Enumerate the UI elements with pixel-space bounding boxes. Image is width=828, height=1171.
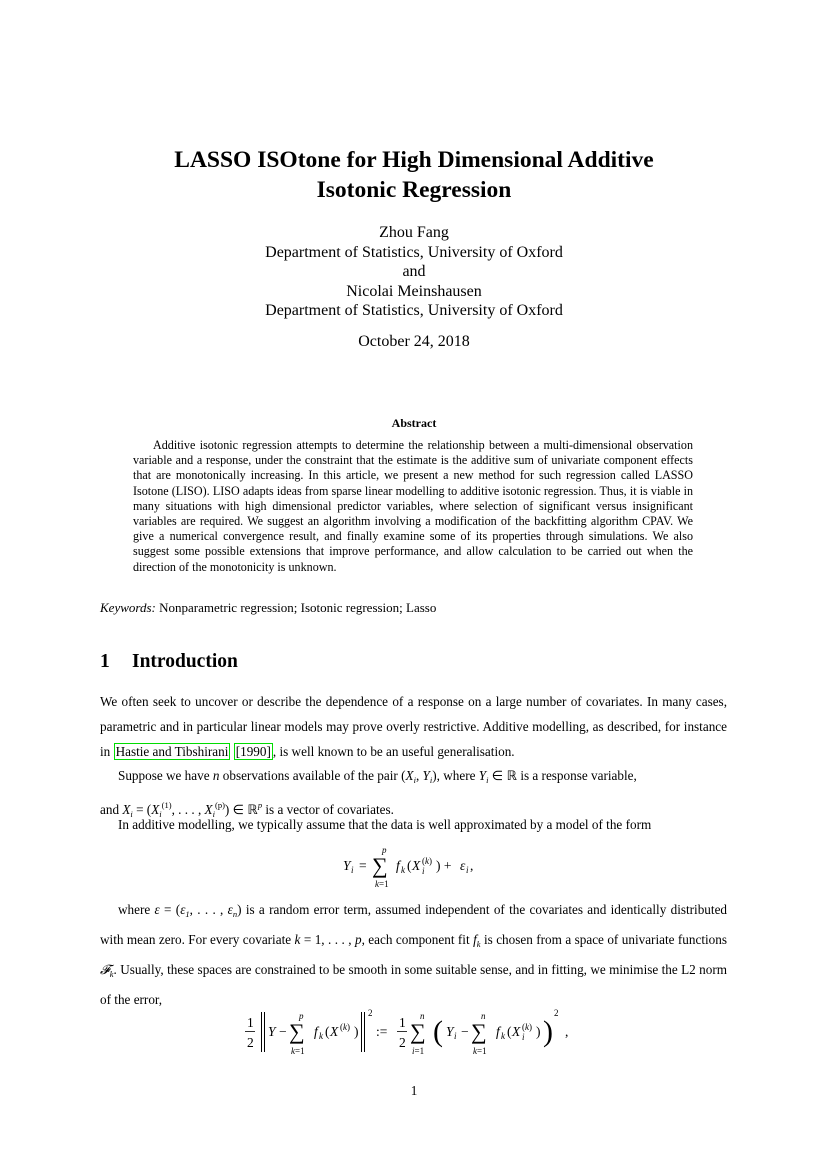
svg-text:f: f bbox=[314, 1024, 318, 1039]
svg-text:) +: ) + bbox=[436, 858, 452, 873]
svg-text:(k): (k) bbox=[522, 1022, 532, 1032]
svg-text:p: p bbox=[382, 845, 387, 855]
citation-link-hastie-tibshirani[interactable]: Hastie and Tibshirani bbox=[115, 744, 229, 759]
author-affiliation-1: Department of Statistics, University of Oxford bbox=[265, 243, 563, 261]
svg-text:−: − bbox=[279, 1024, 287, 1039]
keywords-text: Nonparametric regression; Isotonic regression; Lasso bbox=[159, 600, 437, 615]
svg-text:i=1: i=1 bbox=[412, 1046, 425, 1056]
intro-p2-text-f: is a vector of covariates. bbox=[262, 802, 394, 817]
svg-text:ε: ε bbox=[460, 858, 466, 873]
paper-title-line-1: LASSO ISOtone for High Dimensional Additive bbox=[174, 147, 654, 173]
svg-text:(: ( bbox=[507, 1024, 512, 1039]
equation-l2-norm-svg bbox=[243, 1006, 588, 1066]
svg-text:f: f bbox=[496, 1024, 500, 1039]
author-name-2: Nicolai Meinshausen bbox=[346, 282, 482, 300]
author-affiliation-2: Department of Statistics, University of Oxford bbox=[265, 302, 563, 319]
equation-additive-model-svg bbox=[343, 846, 493, 894]
keywords-line bbox=[100, 600, 728, 616]
svg-text:i: i bbox=[454, 1031, 457, 1041]
math-n: n bbox=[212, 768, 220, 783]
svg-text:,: , bbox=[470, 858, 474, 873]
svg-text:(: ( bbox=[407, 858, 412, 873]
paper-date: October 24, 2018 bbox=[358, 333, 470, 350]
svg-text::=: := bbox=[376, 1024, 388, 1039]
svg-text:,: , bbox=[565, 1024, 569, 1039]
svg-text:k: k bbox=[501, 1031, 505, 1041]
svg-text:i: i bbox=[422, 866, 425, 876]
author-conjunction: and bbox=[402, 263, 426, 280]
citation-year: 1990 bbox=[240, 744, 267, 759]
arxiv-identifier-text bbox=[0, 374, 1, 850]
intro-p1-text-a: We often seek to uncover or describe the dependence of a response on a large number of covariates. In many cases, parametric and in particular linear models may prove overly restrictive. Additive modelling, as described, for instance in bbox=[100, 694, 727, 759]
paper-title bbox=[100, 145, 728, 205]
math-fk: $f_k$ bbox=[473, 932, 481, 949]
paper-title-line-2: Isotonic Regression bbox=[316, 177, 512, 203]
svg-text:k=1: k=1 bbox=[473, 1046, 487, 1056]
svg-text:−: − bbox=[461, 1024, 469, 1039]
svg-text:Y: Y bbox=[268, 1024, 276, 1039]
svg-text:(k): (k) bbox=[340, 1022, 350, 1032]
intro-p4-text-c: , each component fit bbox=[361, 932, 474, 947]
svg-text:k=1: k=1 bbox=[375, 879, 389, 889]
intro-p1-text-b: , is well known to be an useful generalisation. bbox=[272, 744, 515, 759]
svg-text:i: i bbox=[522, 1032, 525, 1042]
svg-text:k=1: k=1 bbox=[291, 1046, 305, 1056]
intro-p4-text-d: is chosen from a space of univariate functions bbox=[480, 932, 727, 947]
svg-text:∑: ∑ bbox=[289, 1019, 305, 1044]
svg-text:X: X bbox=[412, 858, 421, 873]
arxiv-identifier-stamp bbox=[8, 362, 64, 862]
svg-text:∑: ∑ bbox=[471, 1019, 487, 1044]
page-number: 1 bbox=[410, 1083, 418, 1098]
svg-text:2: 2 bbox=[368, 1008, 373, 1018]
author-block bbox=[100, 223, 728, 321]
author-name-1: Zhou Fang bbox=[379, 224, 449, 241]
svg-text:Y: Y bbox=[446, 1024, 454, 1039]
equation-additive-model bbox=[343, 846, 493, 898]
section-title: Introduction bbox=[132, 651, 238, 672]
svg-text:1: 1 bbox=[399, 1015, 406, 1030]
intro-p2-text-a: Suppose we have bbox=[118, 768, 213, 783]
intro-p2-text-e: and bbox=[100, 802, 123, 817]
svg-text:i: i bbox=[466, 865, 469, 875]
math-epsilon-vector: $\varepsilon = (\varepsilon_1$, . . . , $\varepsilon_n$) bbox=[154, 902, 242, 919]
svg-text:(: ( bbox=[325, 1024, 330, 1039]
svg-text:X: X bbox=[512, 1024, 521, 1039]
svg-text:n: n bbox=[420, 1011, 425, 1021]
intro-paragraph-1 bbox=[100, 689, 727, 764]
intro-p4-text-e: . Usually, these spaces are constrained to be smooth in some suitable sense, and in fitting, we minimise the L2 norm of the error, bbox=[100, 962, 727, 1007]
math-pair-xy: ($X_i$, $Y_i$) bbox=[401, 768, 437, 785]
svg-text:∑: ∑ bbox=[372, 853, 388, 878]
svg-text:f: f bbox=[396, 858, 400, 873]
svg-text:Y: Y bbox=[343, 858, 351, 873]
svg-text:k: k bbox=[401, 865, 405, 875]
svg-text:): ) bbox=[543, 1015, 553, 1048]
svg-text:): ) bbox=[536, 1024, 541, 1039]
svg-text:2: 2 bbox=[554, 1008, 559, 1018]
svg-text:p: p bbox=[299, 1011, 304, 1021]
svg-text:(: ( bbox=[433, 1015, 443, 1048]
svg-text:2: 2 bbox=[399, 1035, 406, 1050]
section-number: 1 bbox=[100, 651, 110, 672]
math-y-in-r: $Y_i$ ∈ ℝ bbox=[478, 768, 518, 785]
math-x-vector: $X_i = (X_i^{(1)}$, . . . , $X_i^{(p)}$) ∈ ℝ$^p$ bbox=[122, 800, 263, 819]
svg-text:=: = bbox=[359, 858, 367, 873]
math-function-space: 𝓕$_k$ bbox=[100, 962, 114, 979]
svg-text:k: k bbox=[319, 1031, 323, 1041]
intro-p2-text-b: observations available of the pair bbox=[219, 768, 402, 783]
abstract-body: Additive isotonic regression attempts to determine the relationship between a multi-dimensional observation variable and a response, under the constraint that the estimate is the additive sum of univariate component effects that are monotonically increasing. In this article, we present a new method for such regression called LASSO Isotone (LISO). LISO adapts ideas from sparse linear modelling to additive isotonic regression. Thus, it is viable in many situations with high dimensional predictor variables, where selection of significant versus insignificant variables are required. We suggest an algorithm involving a modification of the backfitting algorithm CPAV. We give a numerical convergence result, and finally examine some of its properties through simulations. We also suggest some possible extensions that improve performance, and allow calculation to be carried out when the direction of the monotonicity is unknown. bbox=[133, 438, 693, 574]
math-k-range: k = 1, . . . , p bbox=[294, 932, 362, 947]
intro-p4-text-b: is a random error term, assumed independent of the covariates and identically distributed with mean zero. For every covariate bbox=[100, 902, 728, 947]
svg-text:X: X bbox=[330, 1024, 339, 1039]
section-heading-introduction bbox=[100, 651, 238, 673]
svg-text:n: n bbox=[481, 1011, 486, 1021]
arxiv-identifier-svg bbox=[8, 362, 64, 862]
svg-text:1: 1 bbox=[247, 1015, 254, 1030]
intro-p2-text-d: is a response variable, bbox=[517, 768, 637, 783]
intro-paragraph-4 bbox=[100, 897, 727, 1012]
intro-p2-text-c: , where bbox=[436, 768, 479, 783]
keywords-label: Keywords: bbox=[100, 600, 156, 615]
svg-text:): ) bbox=[354, 1024, 359, 1039]
citation-link-year-1990[interactable]: [1990] bbox=[235, 744, 271, 759]
svg-text:∑: ∑ bbox=[410, 1019, 426, 1044]
svg-text:i: i bbox=[351, 865, 354, 875]
svg-text:2: 2 bbox=[247, 1035, 254, 1050]
intro-p4-text-a: where bbox=[118, 902, 155, 917]
abstract-heading: Abstract bbox=[391, 416, 437, 430]
svg-text:(k): (k) bbox=[422, 856, 432, 866]
intro-paragraph-3: In additive modelling, we typically assume that the data is well approximated by a model of the form bbox=[118, 817, 652, 832]
equation-l2-norm bbox=[243, 1006, 588, 1070]
